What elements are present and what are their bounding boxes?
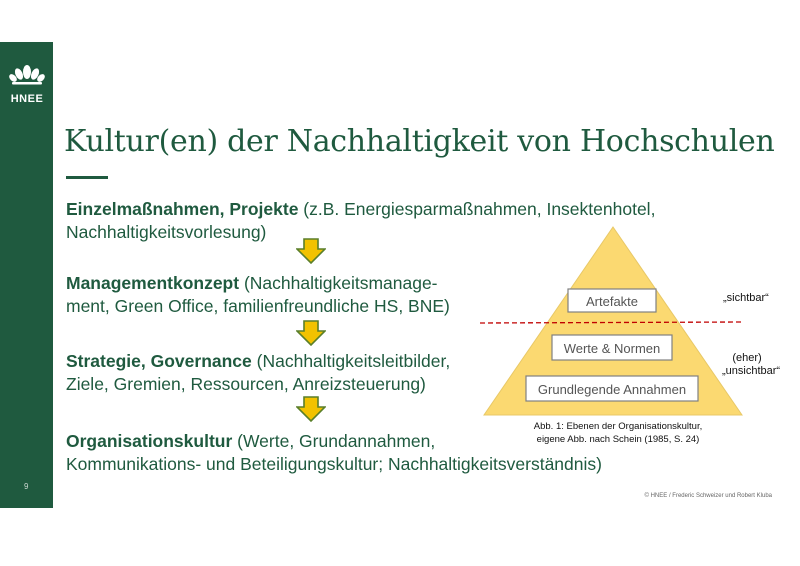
arrow-down-icon: [296, 396, 326, 422]
block-strategy-text-2: Ziele, Gremien, Ressourcen, Anreizsteuerung): [66, 374, 426, 394]
label-eher: (eher): [732, 352, 762, 364]
brand-name: HNEE: [10, 93, 44, 105]
arrow-down-icon: [296, 238, 326, 264]
figure-caption-line-1: Abb. 1: Ebenen der Organisationskultur,: [533, 421, 703, 432]
page-number: 9: [24, 482, 29, 491]
title-underline: [66, 176, 108, 179]
block-culture-text: (Werte, Grundannahmen,: [232, 431, 436, 451]
slide-title: Kultur(en) der Nachhaltigkeit von Hochschulen: [64, 124, 775, 159]
block-projects-text-2: Nachhaltigkeitsvorlesung): [66, 222, 267, 242]
block-strategy: [66, 350, 450, 396]
block-culture-heading: Organisationskultur: [66, 431, 233, 451]
footer-credit: © HNEE / Frederic Schweizer und Robert Kluba: [644, 493, 772, 499]
figure-caption-line-2: eigene Abb. nach Schein (1985, S. 24): [536, 434, 700, 445]
block-management: [66, 272, 450, 318]
block-projects-heading: Einzelmaßnahmen, Projekte: [66, 199, 299, 219]
arrow-down-icon: [296, 320, 326, 346]
block-management-text-2: ment, Green Office, familienfreundliche HS, BNE): [66, 296, 450, 316]
label-unsichtbar: „unsichtbar“: [722, 365, 781, 377]
brand-logo: [8, 64, 46, 105]
block-culture-text-2: Kommunikations- und Beteiligungskultur; Nachhaltigkeitsverständnis): [66, 454, 602, 474]
sidebar-band: [0, 42, 53, 508]
block-projects-text: (z.B. Energiesparmaßnahmen, Insektenhotel,: [298, 199, 656, 219]
label-sichtbar: „sichtbar“: [723, 292, 769, 304]
block-management-text: (Nachhaltigkeitsmanage-: [239, 273, 438, 293]
box-werte-normen-label: Werte & Normen: [563, 341, 661, 356]
hnee-leaf-logo-icon: [8, 64, 46, 86]
block-strategy-text: (Nachhaltigkeitsleitbilder,: [251, 351, 451, 371]
block-management-heading: Managementkonzept: [66, 273, 240, 293]
box-artefakte-label: Artefakte: [585, 294, 639, 309]
box-grundannahmen-label: Grundlegende Annahmen: [537, 382, 687, 397]
culture-pyramid: [480, 225, 745, 420]
visibility-divider: [480, 322, 742, 323]
block-strategy-heading: Strategie, Governance: [66, 351, 252, 371]
figure-caption: [508, 420, 728, 446]
